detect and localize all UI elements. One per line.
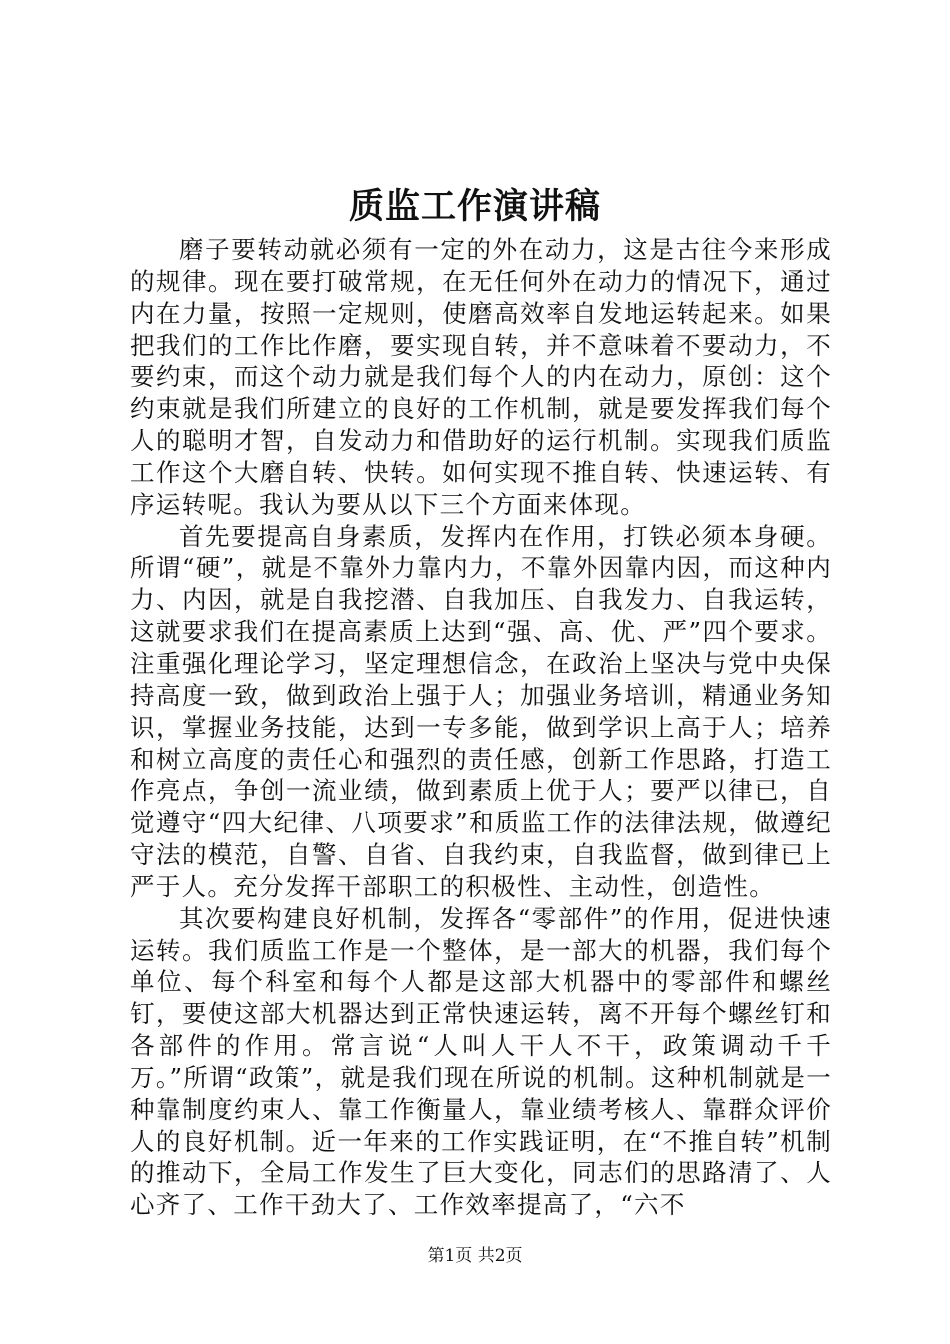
page-footer: 第1页 共2页 [427, 1246, 523, 1266]
paragraph-1: 磨子要转动就必须有一定的外在动力，这是古往今来形成的规律。现在要打破常规，在无任何外在动力的情况下，通过内在力量，按照一定规则，使磨高效率自发地运转起来。如果把我们的工作比作磨，要实现自转，并不意味着不要动力，不要约束，而这个动力就是我们每个人的内在动力，原创：这个约束就是我们所建立的良好的工作机制，就是要发挥我们每个人的聪明才智，自发动力和借助好的运行机制。实现我们质监工作这个大磨自转、快转。如何实现不推自转、快速运转、有序运转呢。我认为要从以下三个方面来体现。 [130, 235, 832, 519]
paragraph-2: 首先要提高自身素质，发挥内在作用，打铁必须本身硬。所谓“硬”，就是不靠外力靠内力，不靠外因靠内因，而这种内力、内因，就是自我挖潜、自我加压、自我发力、自我运转，这就要求我们在提高素质上达到“强、高、优、严”四个要求。注重强化理论学习，坚定理想信念，在政治上坚决与党中央保持高度一致，做到政治上强于人；加强业务培训，精通业务知识，掌握业务技能，达到一专多能，做到学识上高于人；培养和树立高度的责任心和强烈的责任感，创新工作思路，打造工作亮点，争创一流业绩，做到素质上优于人；要严以律已，自觉遵守“四大纪律、八项要求”和质监工作的法律法规，做遵纪守法的模范，自警、自省、自我约束，自我监督，做到律已上严于人。充分发挥干部职工的积极性、主动性，创造性。 [130, 521, 832, 901]
document-title: 质监工作演讲稿 [348, 186, 601, 227]
paragraph-3: 其次要构建良好机制，发挥各“零部件”的作用，促进快速运转。我们质监工作是一个整体，是一部大的机器，我们每个单位、每个科室和每个人都是这部大机器中的零部件和螺丝钉，要使这部大机器达到正常快速运转，离不开每个螺丝钉和各部件的作用。常言说“人叫人干人不干，政策调动千千万。”所谓“政策”，就是我们现在所说的机制。这种机制就是一种靠制度约束人、靠工作衡量人，靠业绩考核人、靠群众评价人的良好机制。近一年来的工作实践证明，在“不推自转”机制的推动下，全局工作发生了巨大变化，同志们的思路清了、人心齐了、工作干劲大了、工作效率提高了，“六不 [130, 903, 832, 1220]
document-body [130, 234, 832, 1221]
